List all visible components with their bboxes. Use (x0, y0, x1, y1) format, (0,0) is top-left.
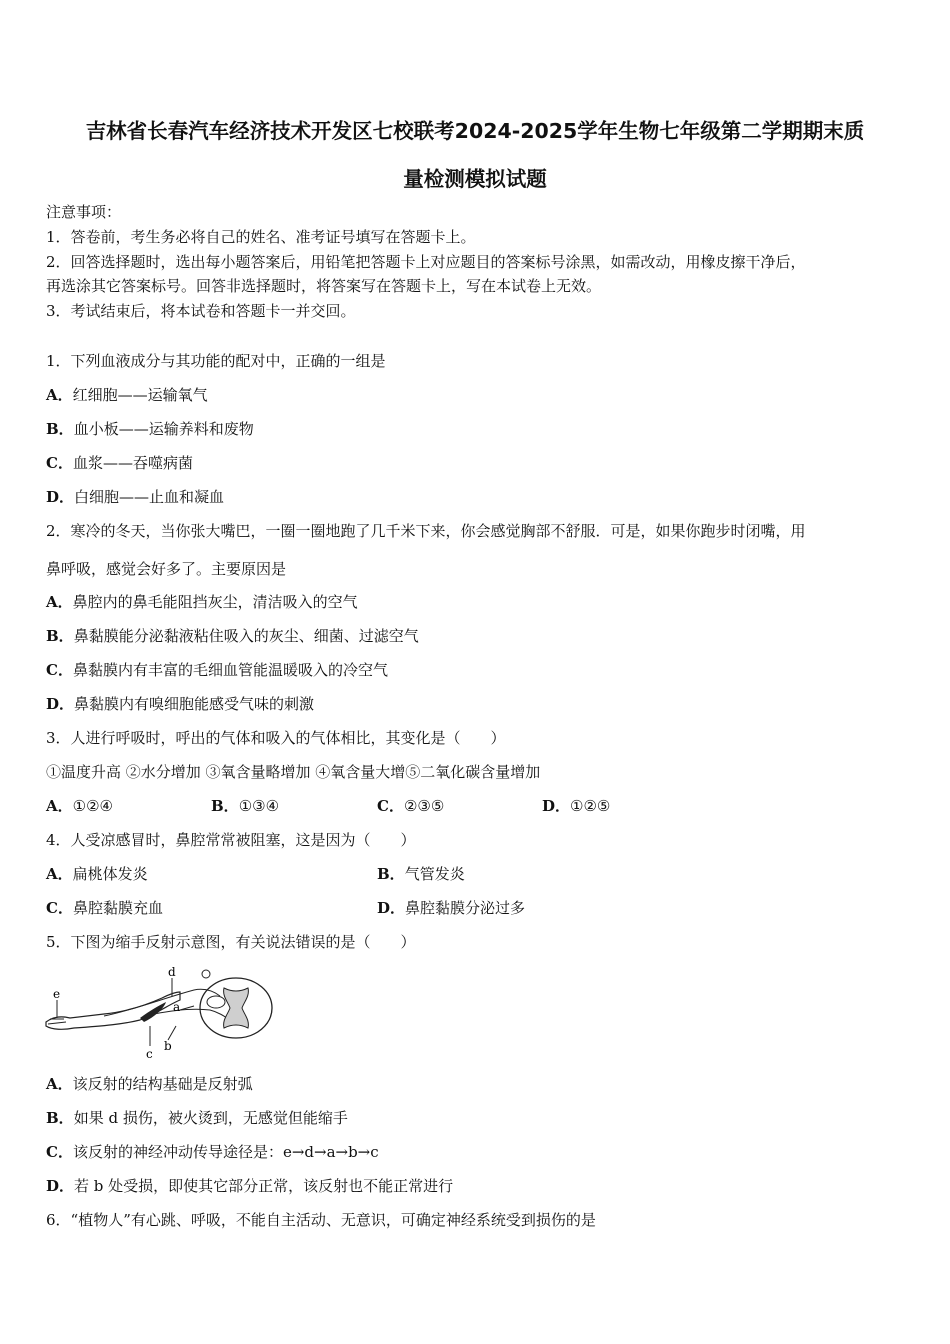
option-text: 该反射的结构基础是反射弧 (72, 1075, 253, 1093)
option-label: A． (46, 386, 73, 404)
option-label: C． (46, 454, 73, 472)
question-4-option-d (377, 898, 525, 918)
option-label: B． (46, 420, 74, 438)
pointer-line (168, 1026, 176, 1040)
option-label: C． (46, 899, 73, 917)
option-text: 白细胞——止血和凝血 (74, 488, 225, 506)
option-text: 血小板——运输养料和废物 (73, 420, 254, 438)
option-text: 鼻黏膜内有嗅细胞能感受气味的刺激 (74, 695, 315, 713)
option-label: B． (46, 627, 74, 645)
option-label: C． (46, 1143, 73, 1161)
notice-item: 3．考试结束后，将本试卷和答题卡一并交回。 (46, 302, 356, 320)
option-text: ①②④ (72, 797, 113, 815)
label-d: d (168, 965, 176, 979)
notice-heading: 注意事项： (46, 203, 122, 221)
question-3-items: ①温度升高 ②水分增加 ③氧含量略增加 ④氧含量大增⑤二氧化碳含量增加 (46, 763, 541, 781)
option-text: 如果 d 损伤，被火烫到，无感觉但能缩手 (73, 1109, 348, 1127)
option-label: D． (377, 899, 406, 917)
option-label: D． (46, 488, 75, 506)
sensory-nerve-line (104, 989, 220, 1016)
option-label: A． (46, 593, 73, 611)
option-text: 血浆——吞噬病菌 (72, 454, 193, 472)
option-text: 该反射的神经冲动传导途径是：e→d→a→b→c (72, 1143, 379, 1161)
option-text: 鼻黏膜内有丰富的毛细血管能温暖吸入的冷空气 (72, 661, 388, 679)
question-2-option-a (46, 592, 358, 612)
question-3-option-b (211, 796, 279, 816)
marker-circle (202, 970, 210, 978)
option-label: D． (46, 695, 75, 713)
question-2-option-d (46, 694, 314, 714)
notice-item: 2．回答选择题时，选出每小题答案后，用铅笔把答题卡上对应题目的答案标号涂黑，如需改动，用橡皮擦干净后， (46, 253, 806, 271)
option-text: 鼻腔黏膜充血 (72, 899, 163, 917)
question-6-stem: 6．“植物人”有心跳、呼吸，不能自主活动、无意识，可确定神经系统受到损伤的是 (46, 1211, 596, 1229)
option-text: ①②⑤ (570, 797, 611, 815)
option-text: 红细胞——运输氧气 (72, 386, 208, 404)
option-text: 若 b 处受损，即使其它部分正常，该反射也不能正常进行 (74, 1177, 454, 1195)
question-3-option-d (542, 796, 610, 816)
question-5-option-d (46, 1176, 453, 1196)
option-text: ②③⑤ (403, 797, 445, 815)
question-4-option-a (46, 864, 148, 884)
document-title-line1: 吉林省长春汽车经济技术开发区七校联考2024-2025学年生物七年级第二学期期末质 (85, 119, 865, 143)
option-label: A． (46, 797, 73, 815)
document-title-line2: 量检测模拟试题 (403, 167, 547, 191)
question-2-stem-line2: 鼻呼吸，感觉会好多了。主要原因是 (46, 560, 287, 578)
question-4-stem: 4．人受凉感冒时，鼻腔常常被阻塞，这是因为（ ） (46, 831, 416, 849)
finger-line (48, 1022, 66, 1024)
question-3-stem: 3．人进行呼吸时，呼出的气体和吸入的气体相比，其变化是（ ） (46, 729, 506, 747)
question-5-option-a (46, 1074, 253, 1094)
question-1-option-d (46, 487, 224, 507)
option-text: 鼻黏膜能分泌黏液粘住吸入的灰尘、细菌、过滤空气 (73, 627, 419, 645)
question-1-stem: 1．下列血液成分与其功能的配对中，正确的一组是 (46, 352, 386, 370)
option-label: C． (377, 797, 404, 815)
option-text: ①③④ (238, 797, 280, 815)
option-label: B． (46, 1109, 74, 1127)
ganglion (207, 996, 225, 1008)
option-text: 鼻腔黏膜分泌过多 (405, 899, 526, 917)
gray-matter (224, 988, 249, 1028)
option-text: 气管发炎 (404, 865, 465, 883)
notice-item: 再选涂其它答案标号。回答非选择题时，将答案写在答题卡上，写在本试卷上无效。 (46, 277, 602, 295)
motor-nerve-line (154, 1009, 230, 1020)
notice-item: 1．答卷前，考生务必将自己的姓名、准考证号填写在答题卡上。 (46, 228, 476, 246)
option-text: 扁桃体发炎 (72, 865, 148, 883)
option-label: B． (211, 797, 239, 815)
option-label: A． (46, 865, 73, 883)
question-2-option-b (46, 626, 419, 646)
question-2-option-c (46, 660, 388, 680)
question-1-option-c (46, 453, 193, 473)
label-b: b (164, 1039, 172, 1053)
option-label: C． (46, 661, 73, 679)
label-c: c (146, 1047, 153, 1060)
question-4-option-b (377, 864, 465, 884)
question-5-option-c (46, 1142, 379, 1162)
option-label: D． (46, 1177, 75, 1195)
option-label: A． (46, 1075, 73, 1093)
question-5-stem: 5．下图为缩手反射示意图，有关说法错误的是（ ） (46, 933, 416, 951)
question-5-option-b (46, 1108, 348, 1128)
question-4-option-c (46, 898, 163, 918)
question-1-option-b (46, 419, 254, 439)
label-e: e (53, 987, 61, 1001)
option-text: 鼻腔内的鼻毛能阻挡灰尘，清洁吸入的空气 (72, 593, 358, 611)
question-3-option-a (46, 796, 113, 816)
option-label: D． (542, 797, 571, 815)
question-2-stem-line1: 2．寒冷的冬天，当你张大嘴巴，一圈一圈地跑了几千米下来，你会感觉胸部不舒服．可是，如果你跑步时闭嘴，用 (46, 522, 806, 540)
reflex-arc-diagram (44, 962, 278, 1060)
label-a: a (173, 1000, 181, 1014)
question-1-option-a (46, 385, 208, 405)
question-3-option-c (377, 796, 444, 816)
option-label: B． (377, 865, 405, 883)
